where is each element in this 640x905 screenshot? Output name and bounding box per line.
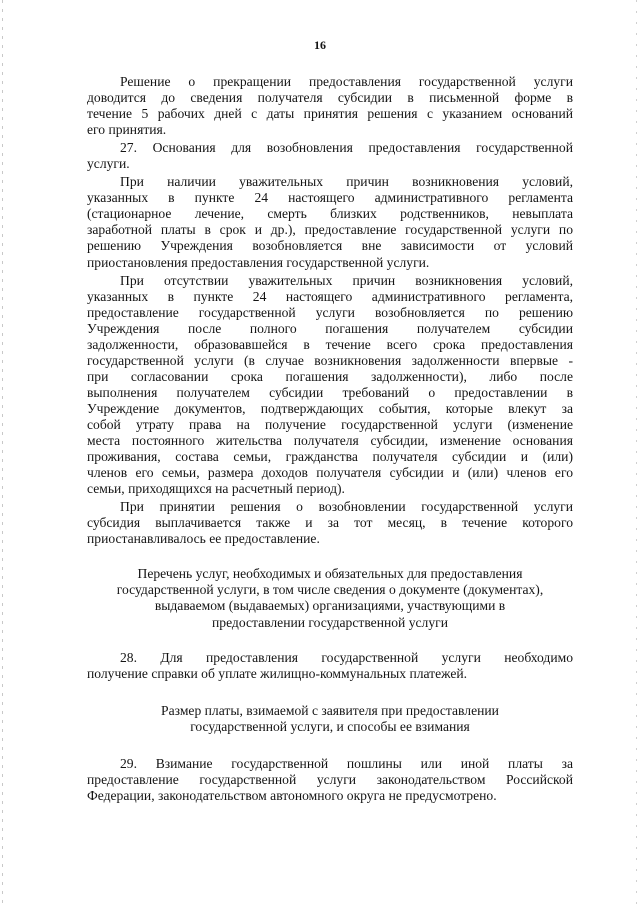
section-heading-fee — [87, 703, 573, 735]
paragraph-resumption-payment — [87, 499, 573, 547]
text-line: членов его семьи, размера доходов получателя субсидии и (или) членов его — [87, 465, 573, 481]
text-line: 27. Основания для возобновления предоставления государственной — [120, 140, 573, 156]
text-line: При наличии уважительных причин возникновения условий, — [120, 174, 573, 190]
document-body — [87, 74, 573, 804]
text-line: доводится до сведения получателя субсидии в письменной форме в — [87, 90, 573, 106]
text-line: 29. Взимание государственной пошлины или иной платы за — [120, 755, 573, 771]
text-line: Учреждения после полного погашения получателем субсидии — [87, 320, 573, 336]
text-line: получение справки об уплате жилищно-коммунальных платежей. — [87, 665, 468, 681]
paragraph-29 — [87, 756, 573, 804]
heading-line: Перечень услуг, необходимых и обязательных для предоставления — [137, 566, 523, 582]
text-line: течение 5 рабочих дней с даты принятия решения с указанием оснований — [87, 106, 573, 122]
text-line: собой утрату права на получение государственной услуги (изменение — [87, 416, 573, 432]
heading-line: выдаваемом (выдаваемых) организациями, участвующими в — [154, 598, 506, 614]
text-line: выполнения получателем субсидии требований о предоставлении в — [87, 384, 573, 400]
section-heading-required-services — [87, 566, 573, 630]
paragraph-decision-notice — [87, 74, 573, 138]
text-line: предоставление государственной услуги законодательством Российской — [87, 771, 573, 787]
scan-edge-left — [2, 0, 3, 905]
heading-line: государственной услуги, и способы ее взимания — [190, 718, 470, 734]
heading-line: предоставлении государственной услуги — [212, 614, 448, 630]
text-line: предоставление государственной услуги возобновляется по решению — [87, 304, 573, 320]
text-line: задолженности, образовавшейся в течение всего срока предоставления — [87, 336, 573, 352]
text-line: решению Учреждения возобновляется вне зависимости от условий — [87, 238, 573, 254]
text-line: при согласовании срока погашения задолженности), либо после — [87, 368, 573, 384]
paragraph-27 — [87, 140, 573, 172]
text-line: При принятии решения о возобновлении государственной услуги — [120, 499, 573, 515]
page-number: 16 — [314, 38, 326, 52]
text-line: приостановления предоставления государственной услуги. — [87, 254, 430, 270]
text-line: 28. Для предоставления государственной услуги необходимо — [120, 649, 573, 665]
text-line: (стационарное лечение, смерть близких родственников, невыплата — [87, 206, 573, 222]
text-line: указанных в пункте 24 настоящего административного регламента, — [87, 288, 573, 304]
scan-edge-right — [636, 0, 637, 905]
text-line: субсидия выплачивается также и за тот месяц, в течение которого — [87, 515, 573, 531]
paragraph-valid-reasons — [87, 174, 573, 270]
text-line: услуги. — [87, 156, 130, 172]
heading-line: Размер платы, взимаемой с заявителя при предоставлении — [161, 702, 499, 718]
text-line: При отсутствии уважительных причин возникновения условий, — [120, 272, 573, 288]
text-line: его принятия. — [87, 122, 167, 138]
text-line: семьи, приходящихся на расчетный период). — [87, 481, 345, 497]
heading-line: государственной услуги, в том числе сведения о документе (документах), — [116, 582, 544, 598]
text-line: приостанавливалось ее предоставление. — [87, 531, 320, 547]
text-line: Федерации, законодательством автономного округа не предусмотрено. — [87, 787, 497, 803]
text-line: Решение о прекращении предоставления государственной услуги — [120, 74, 573, 89]
text-line: Учреждение документов, подтверждающих события, которые влекут за — [87, 400, 573, 416]
text-line: места постоянного жительства получателя субсидии, изменение основания — [87, 433, 573, 449]
text-line: заработной платы в срок и др.), предоставление государственной услуги по — [87, 222, 573, 238]
text-line: указанных в пункте 24 настоящего административного регламента — [87, 190, 573, 206]
paragraph-28 — [87, 650, 573, 682]
text-line: государственной услуги (в случае возникновения задолженности впервые - — [87, 352, 573, 368]
text-line: проживания, состава семьи, гражданства получателя субсидии и (или) — [87, 449, 573, 465]
paragraph-no-valid-reasons — [87, 273, 573, 498]
